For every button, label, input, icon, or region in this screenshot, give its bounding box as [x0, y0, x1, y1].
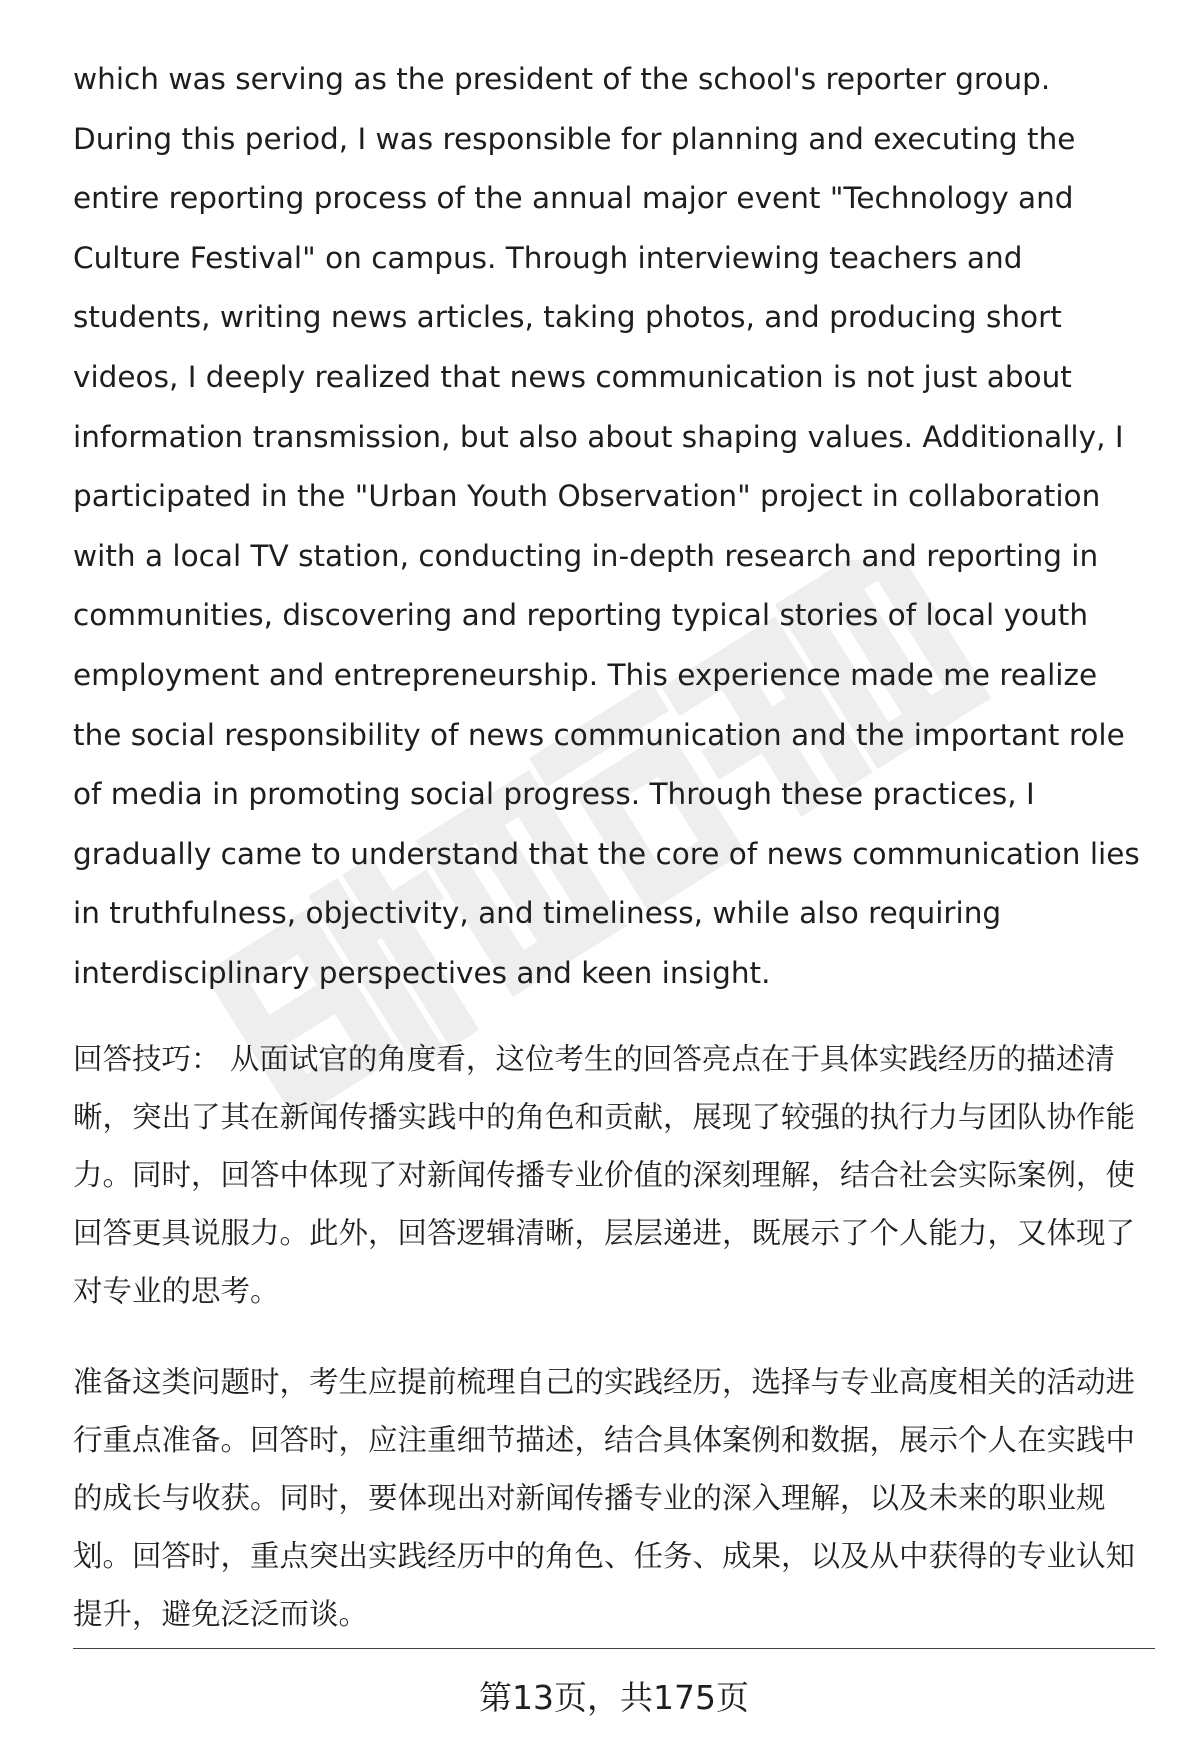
answer-tip-label: 回答技巧：	[73, 1041, 221, 1076]
body-paragraph-1: which was serving as the president of the school's reporter group. During this period, I was responsible for planning and executing the entire reporting process of the annual major event "Technology and Culture Festival" on campus. Through interviewing teachers and students, writing news articles, taking photos, and producing short videos, I deeply realized that news communication is not just about information transmission, but also about shaping values. Additionally, I participated in the "Urban Youth Observation" project in collaboration with a local TV station, conducting in-depth research and reporting in communities, discovering and reporting typical stories of local youth employment and entrepreneurship. This experience made me realize the social responsibility of news communication and the important role of media in promoting social progress. Through these practices, I gradually came to understand that the core of news communication lies in truthfulness, objectivity, and timeliness, while also requiring interdisciplinary perspectives and keen insight.	[73, 62, 1140, 990]
answer-tip-paragraph	[73, 1030, 1148, 1320]
footer-divider	[73, 1648, 1155, 1649]
document-body	[73, 50, 1148, 1643]
answer-tip-text: 从面试官的角度看，这位考生的回答亮点在于具体实践经历的描述清晰，突出了其在新闻传播实践中的角色和贡献，展现了较强的执行力与团队协作能力。同时，回答中体现了对新闻传播专业价值的深刻理解，结合社会实际案例，使回答更具说服力。此外，回答逻辑清晰，层层递进，既展示了个人能力，又体现了对专业的思考。	[73, 1041, 1136, 1308]
page-number: 第13页，共175页	[479, 1678, 749, 1717]
preparation-paragraph: 准备这类问题时，考生应提前梳理自己的实践经历，选择与专业高度相关的活动进行重点准备。回答时，应注重细节描述，结合具体案例和数据，展示个人在实践中的成长与收获。同时，要体现出对新闻传播专业的深入理解，以及未来的职业规划。回答时，重点突出实践经历中的角色、任务、成果，以及从中获得的专业认知提升，避免泛泛而谈。	[73, 1364, 1136, 1631]
